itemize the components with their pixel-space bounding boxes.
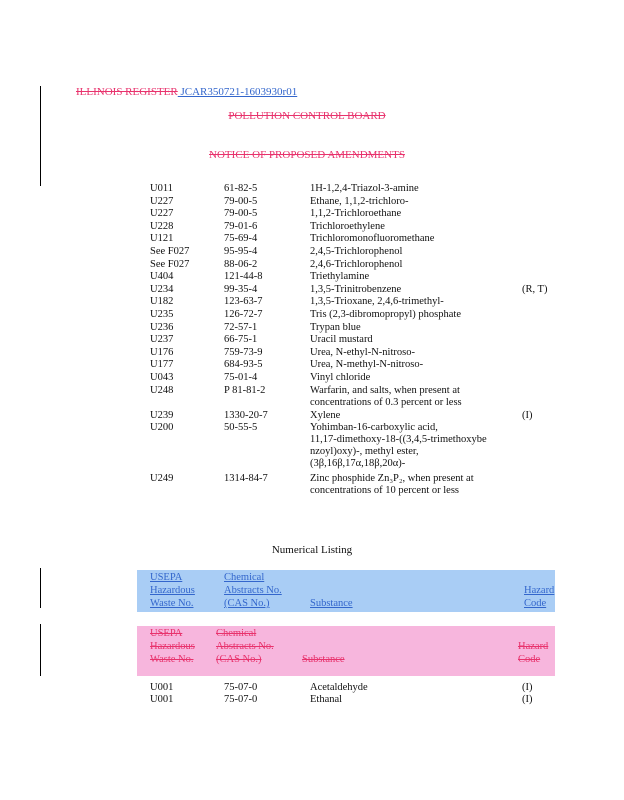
table-row xyxy=(0,296,624,309)
table-row xyxy=(0,385,624,410)
waste-code: U227 xyxy=(150,208,174,220)
cas-label-deleted: (CAS No.) xyxy=(216,654,262,665)
chemical-label-deleted: Chemical xyxy=(216,628,257,639)
substance-line: Warfarin, and salts, when present at xyxy=(310,384,460,396)
substance-name xyxy=(310,372,520,384)
substance-line: nzoyl)oxy)-, methyl ester, xyxy=(310,446,419,458)
waste-code: U249 xyxy=(150,472,174,484)
code-label: Code xyxy=(524,598,547,609)
waste-code: U228 xyxy=(150,220,174,232)
cas-number: 759-73-9 xyxy=(224,346,263,358)
substance-name xyxy=(310,359,520,371)
cas-number: 123-63-7 xyxy=(224,296,263,308)
hazard-code: (I) xyxy=(522,409,533,421)
change-bar xyxy=(40,568,41,608)
cas-number: 1314-84-7 xyxy=(224,472,268,484)
substance-line: 11,17-dimethoxy-18-((3,4,5-trimethoxybe xyxy=(310,434,487,446)
table-row xyxy=(0,682,624,694)
substance-line: Xylene xyxy=(310,409,341,421)
cas-number: P 81-81-2 xyxy=(224,384,266,396)
cas-number: 121-44-8 xyxy=(224,271,263,283)
substance-name xyxy=(310,246,520,258)
cas-number: 50-55-5 xyxy=(224,422,258,434)
substance-name xyxy=(310,473,520,497)
register-deleted: ILLINOIS REGISTER xyxy=(76,86,178,98)
chemical-label: Chemical xyxy=(224,572,265,583)
substance-name: Ethanal xyxy=(310,694,343,705)
waste-code: U001 xyxy=(150,682,174,693)
cas-number: 126-72-7 xyxy=(224,309,263,320)
substance-name xyxy=(310,221,520,233)
substance-name xyxy=(310,208,520,220)
substance-name xyxy=(310,410,520,422)
numerical-listing-title: Numerical Listing xyxy=(271,544,353,556)
table-row xyxy=(0,208,624,221)
hazard-code: (I) xyxy=(522,694,533,705)
cas-number: 66-75-1 xyxy=(224,334,258,346)
substance-name xyxy=(310,322,520,334)
waste-code: U176 xyxy=(150,346,174,358)
substance-line: Yohimban-16-carboxylic acid, xyxy=(310,422,438,434)
substance-name xyxy=(310,284,520,296)
waste-code: U200 xyxy=(150,422,174,434)
substance-line: Tris (2,3-dibromopropyl) phosphate xyxy=(310,309,461,320)
substance-name: Acetaldehyde xyxy=(310,682,368,693)
cas-number: 99-35-4 xyxy=(224,283,258,295)
waste-code: U227 xyxy=(150,195,174,207)
waste-code: U235 xyxy=(150,309,174,320)
table-row xyxy=(0,271,624,284)
hazard-label: Hazard xyxy=(524,585,555,596)
table-row xyxy=(0,221,624,234)
substance-line: Vinyl chloride xyxy=(310,372,371,383)
cas-number: 79-01-6 xyxy=(224,220,258,232)
substance-name xyxy=(310,334,520,346)
table-row xyxy=(0,359,624,372)
substance-name xyxy=(310,233,520,245)
cas-number: 75-01-4 xyxy=(224,372,258,383)
table-row xyxy=(0,322,624,335)
waste-code: U234 xyxy=(150,283,174,295)
cas-number: 75-07-0 xyxy=(224,682,258,693)
table-row xyxy=(0,422,624,472)
abstracts-label: Abstracts No. xyxy=(224,585,282,596)
abstracts-label-deleted: Abstracts No. xyxy=(216,641,274,652)
cas-number: 88-06-2 xyxy=(224,258,258,270)
substance-line: (3β,16β,17α,18β,20α)- xyxy=(310,458,406,470)
substance-name xyxy=(310,259,520,271)
deleted-header-band xyxy=(137,626,555,676)
substance-label: Substance xyxy=(310,598,353,609)
usepa-label: USEPA xyxy=(150,572,183,583)
waste-no-label-deleted: Waste No. xyxy=(150,654,194,665)
table-row xyxy=(0,233,624,246)
table-row xyxy=(0,347,624,360)
substance-line: Trichloroethylene xyxy=(310,220,385,232)
substance-name xyxy=(310,422,520,470)
cas-number: 75-69-4 xyxy=(224,233,258,245)
hazard-code: (R, T) xyxy=(522,283,548,295)
notice-title: NOTICE OF PROPOSED AMENDMENTS xyxy=(209,149,405,161)
substance-line: 1,1,2-Trichloroethane xyxy=(310,208,402,220)
substance-name xyxy=(310,183,520,195)
waste-code: U011 xyxy=(150,183,173,194)
substance-name xyxy=(310,271,520,283)
table-row xyxy=(0,259,624,272)
usepa-label-deleted: USEPA xyxy=(150,628,183,639)
substance-name xyxy=(310,196,520,208)
table-row xyxy=(0,694,624,706)
waste-code: U182 xyxy=(150,296,174,308)
table-row xyxy=(0,334,624,347)
cas-number: 79-00-5 xyxy=(224,208,258,220)
hazard-label-deleted: Hazard xyxy=(518,641,549,652)
table-row xyxy=(0,473,624,498)
cas-number: 95-95-4 xyxy=(224,246,258,257)
substance-name xyxy=(310,347,520,359)
substance-line: Ethane, 1,1,2-trichloro- xyxy=(310,195,409,207)
waste-code: U248 xyxy=(150,384,174,396)
cas-number: 79-00-5 xyxy=(224,195,258,207)
substance-name xyxy=(310,296,520,308)
register-inserted: JCAR350721-1603930r01 xyxy=(177,86,298,98)
register-header xyxy=(76,86,297,98)
table-row xyxy=(0,309,624,322)
table-row xyxy=(0,372,624,385)
substance-line: 1,3,5-Trioxane, 2,4,6-trimethyl- xyxy=(310,296,444,308)
waste-no-label: Waste No. xyxy=(150,598,194,609)
table-row xyxy=(0,196,624,209)
cas-number: 75-07-0 xyxy=(224,694,258,705)
substance-line: Urea, N-methyl-N-nitroso- xyxy=(310,359,424,371)
hazard-code: (I) xyxy=(522,682,533,693)
waste-code: U404 xyxy=(150,271,174,283)
waste-code: U237 xyxy=(150,334,174,346)
substance-line: 2,4,5-Trichlorophenol xyxy=(310,246,403,257)
substance-line: 2,4,6-Trichlorophenol xyxy=(310,258,403,270)
table-row xyxy=(0,183,624,196)
change-bar xyxy=(40,86,41,186)
cas-label: (CAS No.) xyxy=(224,598,270,609)
waste-code: U043 xyxy=(150,372,174,383)
waste-code: U177 xyxy=(150,359,174,371)
table-row xyxy=(0,246,624,259)
waste-code: U236 xyxy=(150,321,174,333)
substance-line: 1,3,5-Trinitrobenzene xyxy=(310,283,402,295)
table-row xyxy=(0,410,624,423)
waste-code: U001 xyxy=(150,694,174,705)
cas-number: 72-57-1 xyxy=(224,321,258,333)
waste-code: See F027 xyxy=(150,246,190,257)
substance-line: Triethylamine xyxy=(310,271,370,283)
cas-number: 684-93-5 xyxy=(224,359,263,371)
substance-line: 1H-1,2,4-Triazol-3-amine xyxy=(310,183,419,194)
substance-line: Trichloromonofluoromethane xyxy=(310,233,435,245)
table-row xyxy=(0,284,624,297)
substance-name xyxy=(310,385,520,409)
substance-line: Zinc phosphide Zn₃P₂, when present at xyxy=(310,472,474,484)
substance-line: Uracil mustard xyxy=(310,334,373,346)
cas-number: 1330-20-7 xyxy=(224,409,268,421)
substance-name xyxy=(310,309,520,321)
substance-line: concentrations of 10 percent or less xyxy=(310,484,459,496)
hazardous-label: Hazardous xyxy=(150,585,195,596)
board-title: POLLUTION CONTROL BOARD xyxy=(228,110,386,122)
waste-code: See F027 xyxy=(150,258,190,270)
substance-label-deleted: Substance xyxy=(302,654,345,665)
change-bar xyxy=(40,624,41,676)
code-label-deleted: Code xyxy=(518,654,541,665)
waste-code: U121 xyxy=(150,233,174,245)
waste-code: U239 xyxy=(150,409,174,421)
substance-line: Urea, N-ethyl-N-nitroso- xyxy=(310,346,415,358)
hazardous-label-deleted: Hazardous xyxy=(150,641,195,652)
substance-line: Trypan blue xyxy=(310,321,361,333)
substance-line: concentrations of 0.3 percent or less xyxy=(310,396,462,408)
cas-number: 61-82-5 xyxy=(224,183,258,194)
